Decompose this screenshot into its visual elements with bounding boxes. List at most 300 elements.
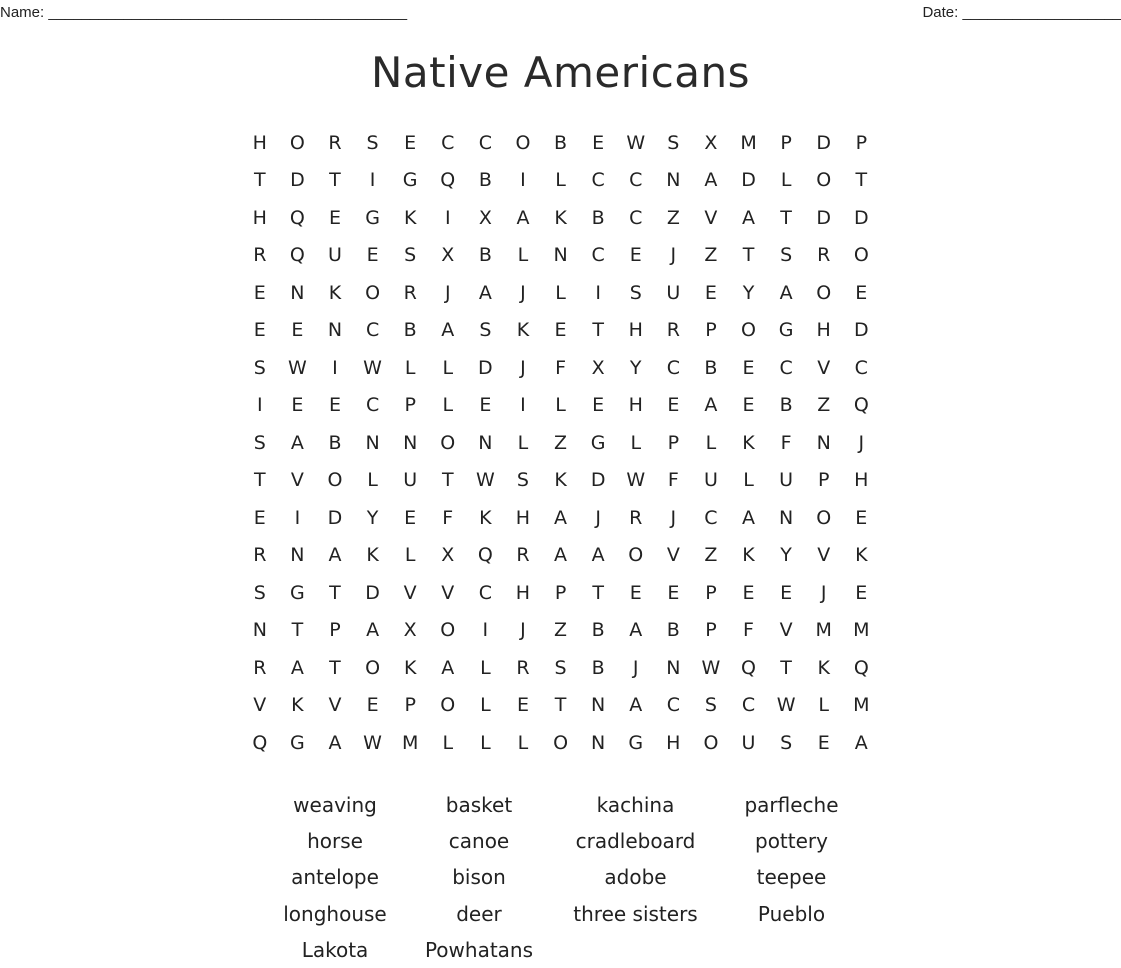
grid-row bbox=[241, 312, 880, 350]
grid-letter: E bbox=[742, 356, 755, 379]
grid-letter: G bbox=[628, 731, 644, 754]
grid-letter: Q bbox=[853, 656, 869, 679]
word-bank-item: parfleche bbox=[744, 793, 839, 818]
grid-row bbox=[241, 649, 880, 687]
grid-letter: W bbox=[475, 469, 495, 492]
grid-letter: Y bbox=[742, 281, 755, 304]
grid-letter: E bbox=[366, 694, 379, 717]
grid-letter: I bbox=[294, 506, 301, 529]
grid-letter: E bbox=[291, 394, 304, 417]
grid-letter: B bbox=[666, 619, 680, 642]
word-bank-item: teepee bbox=[756, 865, 827, 890]
grid-letter: N bbox=[591, 694, 606, 717]
grid-letter: Z bbox=[554, 431, 568, 454]
grid-letter: Q bbox=[289, 206, 305, 229]
grid-letter: O bbox=[816, 169, 832, 192]
grid-letter: E bbox=[253, 281, 266, 304]
grid-letter: L bbox=[442, 731, 454, 754]
grid-letter: K bbox=[554, 469, 567, 492]
grid-letter: A bbox=[629, 619, 643, 642]
grid-letter: G bbox=[402, 169, 418, 192]
grid-letter: O bbox=[365, 281, 381, 304]
grid-letter: N bbox=[666, 656, 681, 679]
grid-letter: T bbox=[441, 469, 454, 492]
grid-letter: I bbox=[482, 619, 489, 642]
grid-letter: S bbox=[253, 581, 266, 604]
grid-row bbox=[241, 237, 880, 275]
grid-letter: B bbox=[554, 131, 568, 154]
grid-letter: R bbox=[629, 506, 643, 529]
grid-row bbox=[241, 724, 880, 762]
word-bank-item: longhouse bbox=[283, 901, 387, 926]
grid-letter: V bbox=[704, 206, 718, 229]
grid-letter: E bbox=[742, 394, 755, 417]
grid-letter: K bbox=[855, 544, 868, 567]
grid-letter: O bbox=[703, 731, 719, 754]
grid-letter: D bbox=[290, 169, 305, 192]
grid-letter: C bbox=[365, 394, 380, 417]
grid-letter: Y bbox=[780, 544, 792, 567]
grid-letter: R bbox=[328, 131, 342, 154]
grid-letter: L bbox=[555, 281, 566, 304]
grid-letter: Y bbox=[366, 506, 379, 529]
grid-letter: S bbox=[253, 431, 266, 454]
grid-letter: D bbox=[816, 206, 832, 229]
grid-letter: H bbox=[666, 731, 681, 754]
grid-letter: E bbox=[629, 244, 642, 267]
grid-letter: K bbox=[479, 506, 492, 529]
grid-letter: U bbox=[779, 469, 794, 492]
grid-letter: A bbox=[328, 544, 342, 567]
grid-row bbox=[241, 162, 880, 200]
grid-letter: M bbox=[815, 619, 832, 642]
grid-letter: R bbox=[516, 656, 530, 679]
grid-letter: K bbox=[291, 694, 304, 717]
grid-letter: N bbox=[553, 244, 568, 267]
grid-letter: O bbox=[816, 281, 832, 304]
grid-letter: I bbox=[332, 356, 338, 379]
grid-row bbox=[241, 124, 880, 162]
grid-letter: X bbox=[704, 131, 718, 154]
grid-letter: J bbox=[595, 506, 601, 529]
grid-letter: A bbox=[554, 506, 568, 529]
grid-letter: J bbox=[520, 281, 526, 304]
grid-letter: S bbox=[780, 244, 793, 267]
grid-letter: A bbox=[441, 319, 455, 342]
grid-letter: P bbox=[817, 469, 830, 492]
grid-letter: E bbox=[592, 131, 605, 154]
word-bank-item: horse bbox=[307, 829, 363, 854]
grid-letter: J bbox=[820, 581, 827, 604]
grid-letter: M bbox=[401, 731, 419, 754]
grid-letter: A bbox=[704, 394, 718, 417]
grid-letter: C bbox=[478, 581, 492, 604]
grid-letter: N bbox=[290, 544, 305, 567]
word-bank-item: weaving bbox=[293, 793, 377, 818]
grid-letter: V bbox=[817, 544, 831, 567]
grid-letter: L bbox=[555, 394, 566, 417]
grid-letter: H bbox=[816, 319, 831, 342]
grid-letter: O bbox=[553, 731, 569, 754]
grid-row bbox=[241, 387, 880, 425]
grid-letter: A bbox=[290, 431, 304, 454]
grid-letter: P bbox=[329, 619, 341, 642]
grid-letter: N bbox=[252, 619, 267, 642]
grid-letter: V bbox=[779, 619, 793, 642]
grid-letter: I bbox=[520, 394, 526, 417]
word-bank-item: bison bbox=[452, 865, 506, 890]
grid-letter: U bbox=[703, 469, 718, 492]
grid-letter: P bbox=[705, 619, 717, 642]
grid-letter: C bbox=[629, 206, 643, 229]
grid-letter: D bbox=[741, 169, 756, 192]
grid-letter: V bbox=[253, 694, 267, 717]
grid-letter: B bbox=[328, 431, 342, 454]
grid-letter: U bbox=[328, 244, 342, 267]
grid-letter: F bbox=[780, 431, 792, 454]
grid-letter: T bbox=[780, 656, 792, 679]
grid-letter: A bbox=[554, 544, 568, 567]
grid-letter: R bbox=[403, 281, 417, 304]
grid-letter: A bbox=[742, 506, 756, 529]
grid-letter: G bbox=[365, 206, 380, 229]
grid-letter: H bbox=[515, 506, 531, 529]
word-bank-item: Lakota bbox=[301, 937, 369, 962]
grid-letter: C bbox=[441, 131, 455, 154]
grid-letter: R bbox=[666, 319, 680, 342]
word-bank-item: Powhatans bbox=[424, 937, 534, 962]
grid-letter: E bbox=[554, 319, 567, 342]
grid-letter: Y bbox=[629, 356, 642, 379]
grid-letter: S bbox=[479, 319, 492, 342]
grid-letter: I bbox=[256, 394, 263, 417]
grid-letter: C bbox=[779, 356, 793, 379]
grid-letter: H bbox=[515, 581, 531, 604]
grid-letter: C bbox=[629, 169, 643, 192]
grid-letter: K bbox=[817, 656, 830, 679]
grid-row bbox=[241, 424, 880, 462]
grid-letter: J bbox=[520, 356, 526, 379]
grid-letter: U bbox=[666, 281, 681, 304]
grid-letter: X bbox=[403, 619, 417, 642]
grid-letter: Z bbox=[704, 244, 718, 267]
grid-letter: Q bbox=[440, 169, 456, 192]
grid-letter: Q bbox=[289, 244, 305, 267]
grid-letter: G bbox=[778, 319, 794, 342]
grid-row bbox=[241, 274, 880, 312]
word-bank-item: Pueblo bbox=[757, 901, 826, 926]
grid-letter: D bbox=[590, 469, 606, 492]
grid-letter: E bbox=[253, 506, 266, 529]
date-field-line: Date: ___________________ bbox=[922, 4, 1121, 21]
grid-letter: E bbox=[479, 394, 492, 417]
grid-letter: O bbox=[440, 619, 456, 642]
grid-letter: K bbox=[403, 206, 417, 229]
grid-letter: P bbox=[554, 581, 567, 604]
word-bank-item: basket bbox=[445, 793, 513, 818]
grid-letter: T bbox=[742, 244, 755, 267]
grid-letter: C bbox=[704, 506, 718, 529]
grid-letter: T bbox=[592, 319, 604, 342]
grid-letter: O bbox=[628, 544, 644, 567]
grid-letter: B bbox=[591, 206, 605, 229]
grid-letter: N bbox=[779, 506, 794, 529]
grid-letter: Q bbox=[477, 544, 493, 567]
grid-letter: C bbox=[478, 131, 492, 154]
grid-letter: E bbox=[855, 506, 868, 529]
grid-letter: C bbox=[365, 319, 380, 342]
word-bank-item: deer bbox=[456, 901, 502, 926]
grid-letter: E bbox=[704, 281, 717, 304]
grid-letter: P bbox=[855, 131, 868, 154]
grid-letter: K bbox=[554, 206, 567, 229]
grid-letter: B bbox=[403, 319, 417, 342]
grid-letter: E bbox=[855, 581, 868, 604]
grid-letter: A bbox=[704, 169, 718, 192]
grid-row bbox=[241, 612, 880, 650]
grid-letter: L bbox=[743, 469, 754, 492]
grid-letter: E bbox=[817, 731, 830, 754]
grid-letter: J bbox=[858, 431, 865, 454]
grid-row bbox=[241, 462, 880, 500]
grid-letter: W bbox=[776, 694, 796, 717]
grid-letter: H bbox=[628, 394, 643, 417]
grid-letter: K bbox=[366, 544, 379, 567]
grid-letter: Q bbox=[252, 731, 268, 754]
grid-letter: A bbox=[441, 656, 455, 679]
grid-letter: E bbox=[366, 244, 379, 267]
grid-letter: J bbox=[520, 619, 526, 642]
grid-letter: W bbox=[363, 356, 382, 379]
grid-letter: K bbox=[742, 431, 755, 454]
grid-letter: V bbox=[441, 581, 455, 604]
grid-letter: O bbox=[741, 319, 756, 342]
grid-letter: B bbox=[779, 394, 793, 417]
grid-letter: L bbox=[630, 431, 642, 454]
word-bank-item: three sisters bbox=[573, 901, 698, 926]
grid-letter: S bbox=[404, 244, 417, 267]
grid-letter: J bbox=[670, 506, 677, 529]
grid-letter: A bbox=[328, 731, 342, 754]
grid-letter: X bbox=[441, 244, 455, 267]
grid-letter: D bbox=[816, 131, 832, 154]
grid-letter: T bbox=[253, 169, 266, 192]
grid-letter: T bbox=[329, 581, 341, 604]
grid-letter: J bbox=[670, 244, 677, 267]
grid-letter: K bbox=[403, 656, 417, 679]
grid-letter: P bbox=[404, 694, 416, 717]
grid-letter: C bbox=[591, 169, 605, 192]
grid-letter: S bbox=[516, 469, 529, 492]
grid-letter: F bbox=[442, 506, 454, 529]
grid-letter: X bbox=[591, 356, 605, 379]
page-title: Native Americans bbox=[370, 48, 751, 97]
grid-letter: Q bbox=[853, 394, 869, 417]
word-bank bbox=[260, 787, 860, 968]
grid-letter: T bbox=[253, 469, 266, 492]
grid-row bbox=[241, 687, 880, 725]
grid-letter: E bbox=[253, 319, 266, 342]
grid-letter: P bbox=[780, 131, 792, 154]
grid-letter: O bbox=[816, 506, 832, 529]
grid-letter: P bbox=[404, 394, 416, 417]
grid-letter: P bbox=[705, 319, 717, 342]
grid-letter: N bbox=[666, 169, 681, 192]
grid-letter: O bbox=[515, 131, 531, 154]
grid-letter: V bbox=[817, 356, 831, 379]
grid-letter: C bbox=[741, 694, 756, 717]
grid-letter: T bbox=[592, 581, 604, 604]
grid-letter: O bbox=[440, 694, 456, 717]
grid-letter: S bbox=[629, 281, 642, 304]
grid-letter: S bbox=[253, 356, 266, 379]
grid-letter: A bbox=[478, 281, 492, 304]
grid-letter: P bbox=[667, 431, 680, 454]
grid-letter: D bbox=[365, 581, 380, 604]
grid-letter: L bbox=[480, 656, 491, 679]
grid-letter: H bbox=[854, 469, 869, 492]
grid-letter: K bbox=[328, 281, 342, 304]
grid-letter: I bbox=[369, 169, 376, 192]
grid-letter: B bbox=[591, 619, 605, 642]
grid-letter: E bbox=[742, 581, 755, 604]
grid-letter: E bbox=[404, 131, 417, 154]
word-bank-item: cradleboard bbox=[575, 829, 696, 854]
grid-letter: R bbox=[817, 244, 831, 267]
grid-letter: L bbox=[517, 244, 529, 267]
grid-letter: T bbox=[329, 169, 341, 192]
grid-letter: N bbox=[403, 431, 418, 454]
grid-letter: V bbox=[290, 469, 304, 492]
grid-letter: R bbox=[253, 656, 267, 679]
grid-letter: C bbox=[666, 694, 680, 717]
grid-row bbox=[241, 499, 880, 537]
grid-letter: O bbox=[327, 469, 343, 492]
grid-letter: E bbox=[629, 581, 642, 604]
grid-letter: L bbox=[818, 694, 829, 717]
grid-letter: H bbox=[252, 206, 267, 229]
grid-letter: O bbox=[853, 244, 869, 267]
grid-letter: V bbox=[403, 581, 417, 604]
grid-letter: L bbox=[517, 731, 529, 754]
grid-letter: L bbox=[442, 356, 454, 379]
grid-letter: A bbox=[516, 206, 530, 229]
grid-letter: G bbox=[290, 731, 305, 754]
grid-letter: L bbox=[442, 394, 454, 417]
grid-letter: W bbox=[363, 731, 382, 754]
grid-letter: B bbox=[704, 356, 718, 379]
grid-letter: J bbox=[632, 656, 639, 679]
grid-letter: A bbox=[779, 281, 793, 304]
grid-letter: E bbox=[291, 319, 304, 342]
grid-row bbox=[241, 199, 880, 237]
grid-letter: N bbox=[816, 431, 831, 454]
grid-letter: A bbox=[366, 619, 380, 642]
grid-letter: D bbox=[853, 319, 869, 342]
grid-letter: E bbox=[516, 694, 529, 717]
grid-letter: E bbox=[592, 394, 605, 417]
grid-letter: A bbox=[591, 544, 605, 567]
grid-letter: T bbox=[291, 619, 304, 642]
grid-letter: B bbox=[478, 169, 492, 192]
grid-letter: O bbox=[365, 656, 381, 679]
grid-letter: E bbox=[855, 281, 868, 304]
grid-letter: R bbox=[253, 544, 267, 567]
grid-letter: T bbox=[554, 694, 567, 717]
grid-letter: E bbox=[780, 581, 793, 604]
grid-letter: Z bbox=[704, 544, 718, 567]
grid-letter: H bbox=[628, 319, 643, 342]
grid-letter: L bbox=[480, 694, 491, 717]
grid-letter: M bbox=[740, 131, 757, 154]
grid-letter: B bbox=[478, 244, 492, 267]
grid-letter: L bbox=[480, 731, 491, 754]
grid-letter: A bbox=[290, 656, 304, 679]
grid-letter: Z bbox=[554, 619, 568, 642]
word-bank-item: canoe bbox=[448, 829, 510, 854]
grid-letter: S bbox=[366, 131, 379, 154]
grid-letter: I bbox=[595, 281, 601, 304]
grid-letter: K bbox=[516, 319, 530, 342]
grid-letter: K bbox=[742, 544, 755, 567]
grid-letter: N bbox=[591, 731, 606, 754]
grid-row bbox=[241, 537, 880, 575]
grid-letter: N bbox=[327, 319, 343, 342]
name-field-line: Name: ___________________________________________ bbox=[0, 4, 408, 21]
grid-letter: S bbox=[704, 694, 717, 717]
grid-letter: W bbox=[701, 656, 721, 679]
grid-letter: R bbox=[516, 544, 530, 567]
grid-letter: S bbox=[554, 656, 567, 679]
grid-letter: T bbox=[780, 206, 792, 229]
grid-letter: E bbox=[328, 394, 341, 417]
grid-row bbox=[241, 574, 880, 612]
grid-letter: L bbox=[780, 169, 792, 192]
grid-letter: W bbox=[626, 469, 646, 492]
grid-letter: I bbox=[520, 169, 526, 192]
grid-letter: F bbox=[743, 619, 754, 642]
grid-letter: U bbox=[403, 469, 418, 492]
grid-letter: L bbox=[404, 544, 416, 567]
grid-letter: T bbox=[855, 169, 868, 192]
grid-letter: L bbox=[555, 169, 566, 192]
grid-letter: G bbox=[290, 581, 305, 604]
grid-letter: L bbox=[705, 431, 717, 454]
grid-letter: Z bbox=[666, 206, 680, 229]
grid-row bbox=[241, 349, 880, 387]
grid-letter: S bbox=[780, 731, 793, 754]
grid-letter: W bbox=[287, 356, 307, 379]
grid-letter: Z bbox=[817, 394, 831, 417]
grid-letter: E bbox=[404, 506, 417, 529]
grid-letter: J bbox=[444, 281, 451, 304]
grid-letter: A bbox=[742, 206, 756, 229]
grid-letter: M bbox=[853, 694, 870, 717]
grid-letter: C bbox=[666, 356, 680, 379]
grid-letter: F bbox=[555, 356, 567, 379]
grid-letter: L bbox=[404, 356, 416, 379]
grid-letter: E bbox=[667, 581, 680, 604]
grid-letter: Q bbox=[741, 656, 756, 679]
grid-letter: V bbox=[328, 694, 342, 717]
grid-letter: G bbox=[590, 431, 606, 454]
grid-letter: A bbox=[629, 694, 643, 717]
grid-letter: U bbox=[741, 731, 756, 754]
grid-letter: R bbox=[253, 244, 267, 267]
word-bank-item: pottery bbox=[755, 829, 828, 854]
grid-letter: X bbox=[478, 206, 492, 229]
grid-letter: E bbox=[667, 394, 680, 417]
